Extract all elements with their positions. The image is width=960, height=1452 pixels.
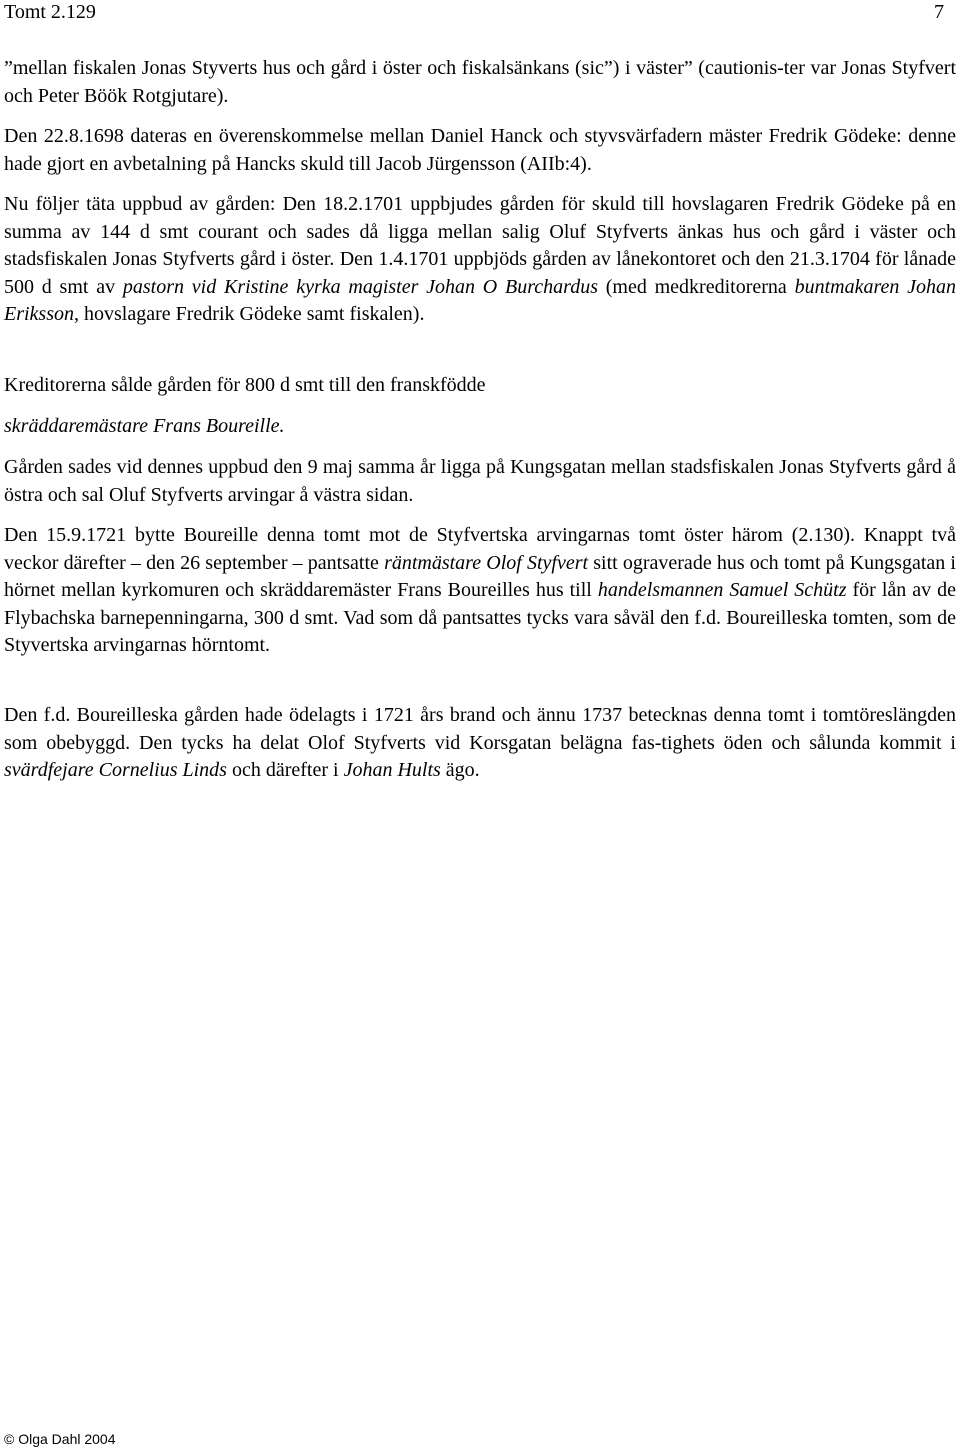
paragraph-text: Gården sades vid dennes uppbud den 9 maj samma år ligga på Kungsgatan mellan stadsfiskalen Jonas Styfverts gård å östra och sal Oluf Styfverts arvingar å västra sidan. <box>4 456 956 506</box>
paragraph-text: Den f.d. Boureilleska gården hade ödelagts i 1721 års brand och ännu 1737 betecknas denna tomt i tomtöreslängden som obebyggd. Den tycks ha delat Olof Styfverts vid Korsgatan belägna fas-tighets öden och sålunda kommit i <box>4 704 956 754</box>
paragraph-text: Den 22.8.1698 dateras en överenskommelse mellan Daniel Hanck och styvsvärfadern mäster Fredrik Gödeke: denne hade gjort en avbetalning på Hancks skuld till Jacob Jürgensson (AIIb:4). <box>4 125 956 175</box>
paragraph-text: för lån av de Flybachska barnepenningarna, 300 d smt. Vad som då pantsattes tycks vara såväl den f.d. Boureilleska tomten, som de Styvertska arvingarnas hörntomt. <box>4 579 957 656</box>
page-number: 7 <box>934 1 944 23</box>
paragraph-text: Den 15.9.1721 bytte Boureille denna tomt mot de Styfvertska arvingarnas tomt öster härom (2.130). Knappt två veckor därefter – den 26 september – pantsatte <box>4 524 956 574</box>
italic-name: svärdfejare Cornelius Linds <box>4 759 227 781</box>
italic-name: Johan Hults <box>343 759 441 781</box>
paragraph-text: Kreditorerna sålde gården för 800 d smt till den franskfödde <box>4 374 486 396</box>
italic-name: handelsmannen Samuel Schütz <box>597 579 847 601</box>
paragraph-uppbud <box>4 191 956 329</box>
paragraph-text: , hovslagare Fredrik Gödeke samt fiskalen). <box>74 303 425 325</box>
paragraph-quote <box>4 55 956 110</box>
paragraph-brand <box>4 702 956 785</box>
italic-name: buntmakaren Johan Eriksson <box>4 275 957 325</box>
paragraph-uppbud-maj <box>4 454 956 509</box>
paragraph-text: (med medkreditorerna <box>597 275 795 298</box>
page-footer <box>4 1430 116 1448</box>
italic-name: räntmästare Olof Styfvert <box>384 551 589 574</box>
paragraph-text: ”mellan fiskalen Jonas Styverts hus och gård i öster och fiskalsänkans (sic”) i väster” (cautionis-ter var Jonas Styfvert och Peter Böök Rotgjutare). <box>4 57 956 107</box>
paragraph-text: ägo. <box>440 759 480 781</box>
paragraph-skraddaremastare <box>4 413 956 441</box>
paragraph-text: sitt ograverade hus och tomt på Kungsgatan i hörnet mellan kyrkomuren och skräddaremäster Frans Boureilles hus till <box>4 551 956 601</box>
italic-name: skräddaremästare Frans Boureille. <box>4 415 285 437</box>
paragraph-overenskommelse <box>4 123 956 178</box>
italic-name: pastorn vid Kristine kyrka magister Johan O Burchardus <box>122 275 598 298</box>
page-header <box>4 0 956 28</box>
paragraph-kreditorerna <box>4 372 956 400</box>
paragraph-text: Nu följer täta uppbud av gården: Den 18.2.1701 uppbjudes gården för skuld till hovslagaren Fredrik Gödeke på en summa av 144 d smt courant och sades då ligga mellan salig Oluf Styfverts änkas hus och gård i väster och stadsfiskalen Jonas Styfverts gård i öster. Den 1.4.1701 uppbjöds gården av lånekontoret och den 21.3.1704 för lånade 500 d smt av <box>4 193 956 298</box>
paragraph-text: och därefter i <box>226 759 344 781</box>
copyright-text: © Olga Dahl 2004 <box>4 1431 116 1447</box>
document-page <box>4 0 956 1452</box>
paragraph-bytte <box>4 522 956 660</box>
page-title: Tomt 2.129 <box>4 1 96 23</box>
